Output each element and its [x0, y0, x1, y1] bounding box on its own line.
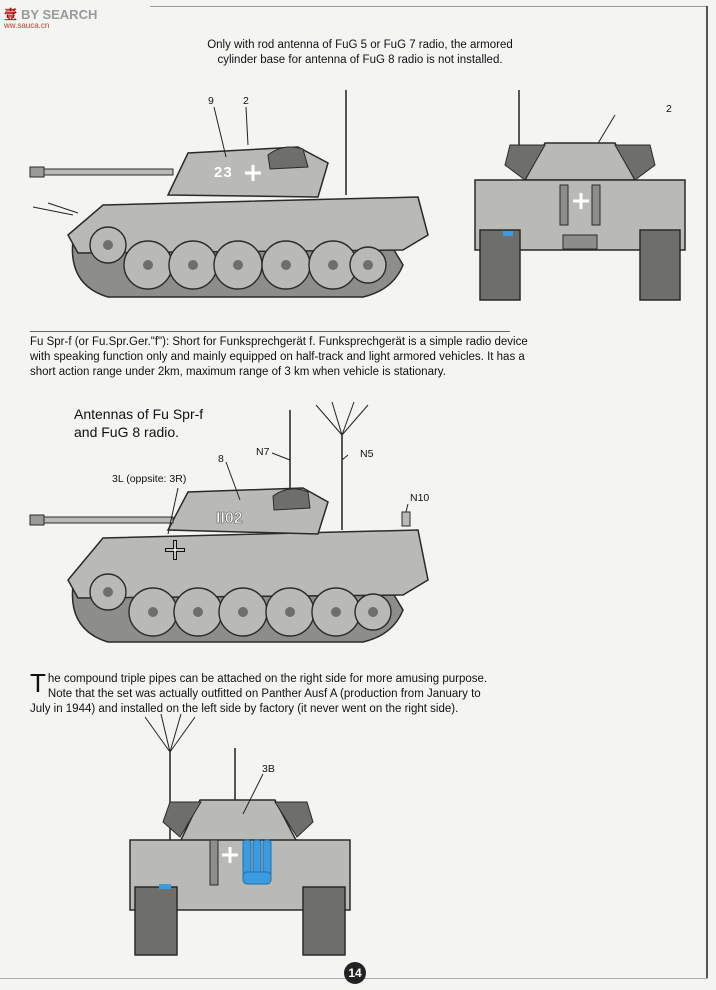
pipes-note-line3: July in 1944) and installed on the left side by factory (it never went on the right side).	[30, 703, 459, 715]
fig1-callout-9: 9	[208, 95, 214, 107]
fig3-callout-n10: N10	[410, 492, 430, 504]
note-top	[180, 38, 540, 68]
fig4-callout-3b: 3B	[262, 763, 275, 775]
frame-top-line	[150, 6, 708, 7]
fig3-hull-number: II02	[216, 510, 243, 527]
fig3-callout-n7: N7	[256, 446, 270, 458]
watermark-url: ww.sauca.cn	[4, 21, 50, 30]
section-divider	[30, 331, 510, 332]
pipes-note-line1: he compound triple pipes can be attached on the right side for more amusing purpose.	[47, 673, 488, 685]
tank-rear-view-2	[125, 712, 365, 957]
fig3-callout-n5: N5	[360, 448, 374, 460]
note-top-line2: cylinder base for antenna of FuG 8 radio is not installed.	[217, 54, 503, 66]
fig3-callout-3l: 3L (oppsite: 3R)	[112, 473, 187, 485]
fig2-callout-2: 2	[666, 103, 672, 115]
tank-side-view-1	[28, 85, 448, 305]
frame-right-line	[706, 6, 708, 978]
fig3-heading-line1: Antennas of Fu Spr-f	[74, 406, 204, 422]
definition-paragraph	[30, 335, 690, 380]
note-top-line1: Only with rod antenna of FuG 5 or FuG 7 radio, the armored	[207, 39, 513, 51]
page-number: 14	[344, 962, 366, 984]
definition-line1: Fu Spr-f (or Fu.Spr.Ger."f"): Short for Funksprechgerät f. Funksprechgerät is a simple radio device	[30, 336, 528, 348]
fig3-callout-8: 8	[218, 453, 224, 465]
fig1-hull-number: 23	[214, 164, 233, 181]
fig3-heading-line2: and FuG 8 radio.	[74, 424, 180, 440]
pipes-note-dropcap: T	[30, 668, 46, 698]
definition-line2: with speaking function only and mainly equipped on half-track and light armored vehicles. It has a	[30, 351, 525, 363]
pipes-note-line2: Note that the set was actually outfitted on Panther Ausf A (production from January to	[47, 688, 481, 700]
fig1-callout-2: 2	[243, 95, 249, 107]
pipes-note	[30, 668, 500, 717]
tank-rear-view-1	[465, 85, 695, 305]
definition-line3: short action range under 2km, maximum range of 3 km when vehicle is stationary.	[30, 366, 446, 378]
watermark-brand: BY SEARCH	[21, 7, 98, 22]
watermark-cn: 壹	[4, 7, 18, 22]
